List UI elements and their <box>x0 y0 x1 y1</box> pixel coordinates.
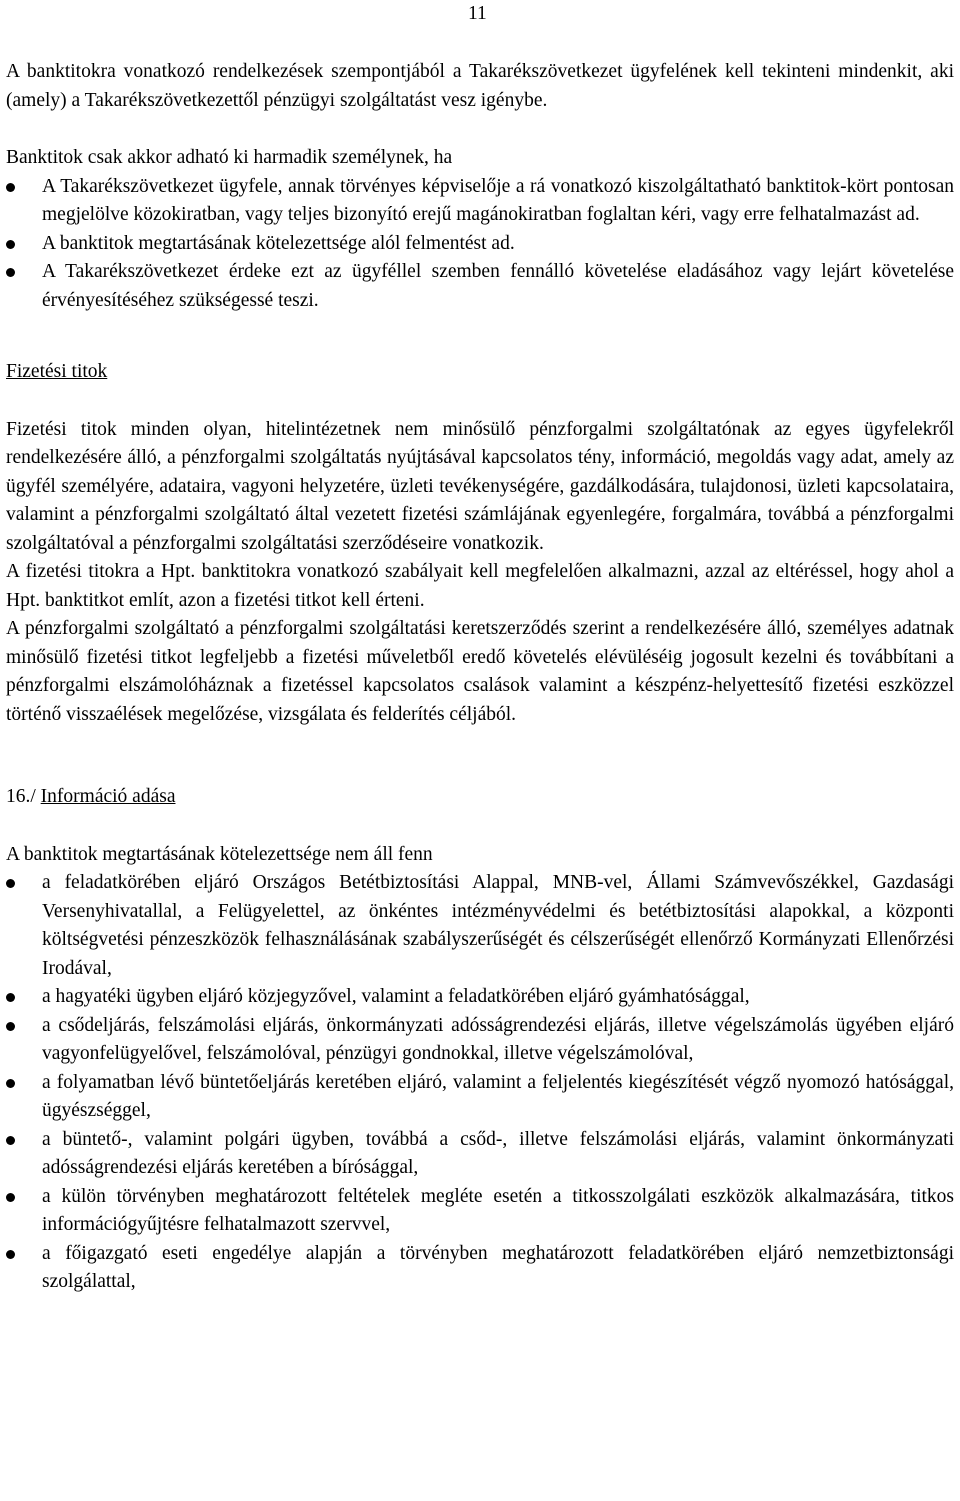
disclosure-list <box>6 173 954 316</box>
section-heading-payment-secret <box>6 358 954 387</box>
list-item <box>6 258 954 315</box>
list-item-text: A Takarékszövetkezet érdeke ezt az ügyféllel szemben fennálló követelése eladásához vagy lejárt követelése érvényesítéséhez szükségessé teszi. <box>42 261 954 311</box>
list-item <box>6 230 954 259</box>
list-item <box>6 1012 954 1069</box>
information-list <box>6 869 954 1297</box>
list-item <box>6 983 954 1012</box>
list-item <box>6 173 954 230</box>
information-lead: A banktitok megtartásának kötelezettsége nem áll fenn <box>6 843 433 865</box>
heading-text: Információ adása <box>40 786 176 807</box>
bullet-icon <box>6 1079 15 1088</box>
list-item-text: a hagyatéki ügyben eljáró közjegyzővel, valamint a feladatkörében eljáró gyámhatósággal, <box>42 986 750 1007</box>
list-item <box>6 1240 954 1297</box>
bullet-icon <box>6 268 15 277</box>
bullet-icon <box>6 240 15 249</box>
document-body <box>6 58 954 1297</box>
page-number: 11 <box>468 3 487 24</box>
section-number: 16./ <box>6 786 36 807</box>
spacer <box>6 315 954 358</box>
spacer <box>6 812 954 841</box>
disclosure-lead: Banktitok csak akkor adható ki harmadik személynek, ha <box>6 147 453 168</box>
bullet-icon <box>6 1250 15 1259</box>
list-item-text: A Takarékszövetkezet ügyfele, annak törvényes képviselője a rá vonatkozó kiszolgáltatható banktitok-kört pontosan megjelölve közokiratban, vagy teljes bizonyító erejű magánokiratban foglaltan kéri, vagy erre felhatalmazást ad. <box>42 175 954 225</box>
bullet-icon <box>6 1022 15 1031</box>
intro-paragraph: A banktitokra vonatkozó rendelkezések szempontjából a Takarékszövetkezet ügyfelének kell tekinteni mindenkit, aki (amely) a Takarékszövetkezettől pénzügyi szolgáltatást vesz igénybe. <box>6 61 954 111</box>
list-item-text: a feladatkörében eljáró Országos Betétbiztosítási Alappal, MNB-vel, Állami Számvevőszékkel, Gazdasági Versenyhivatallal, a Felügyelettel, az önkéntes intézményvédelmi és betétbiztosítási alapokkal, a központi költségvetési pénzeszközök felhasználásának szabályszerűségét és célszerűségét ellenőrző Kormányzati Ellenőrzési Irodával, <box>42 872 954 979</box>
bullet-icon <box>6 1193 15 1202</box>
bullet-icon <box>6 183 15 192</box>
spacer <box>6 729 954 783</box>
list-item <box>6 1183 954 1240</box>
payment-secret-paragraph: Fizetési titok minden olyan, hitelintézetnek nem minősülő pénzforgalmi szolgáltatónak az egyes ügyfelekről rendelkezésére álló, a pénzforgalmi szolgáltatás nyújtásával kapcsolatos tény, információ, megoldás vagy adat, amely az ügyfél személyére, adataira, vagyoni helyzetére, üzleti tevékenységére, gazdálkodására, tulajdonosi, üzleti kapcsolataira, valamint a pénzforgalmi szolgáltató által vezetett fizetési számlájának egyenlegére, forgalmára, továbbá a pénzforgalmi szolgáltatóval a pénzforgalmi szolgáltatási szerződéseire vonatkozik. <box>6 418 954 554</box>
section-heading-information <box>6 783 954 812</box>
list-item-text: a külön törvényben meghatározott feltételek megléte esetén a titkosszolgálati eszközök alkalmazására, titkos információgyűjtésre felhatalmazott szervvel, <box>42 1185 954 1235</box>
bullet-icon <box>6 1136 15 1145</box>
list-item-text: a csődeljárás, felszámolási eljárás, önkormányzati adósságrendezési eljárás, illetve végelszámolás ügyében eljáró vagyonfelügyelővel, felszámolóval, pénzügyi gondnokkal, illetve végelszámolóval, <box>42 1014 954 1064</box>
list-item-text: A banktitok megtartásának kötelezettsége alól felmentést ad. <box>42 232 515 254</box>
payment-secret-paragraph: A fizetési titokra a Hpt. banktitokra vonatkozó szabályait kell megfelelően alkalmazni, azzal az eltéréssel, hogy ahol a Hpt. banktitkot említ, azon a fizetési titkot kell érteni. <box>6 561 954 611</box>
list-item <box>6 869 954 983</box>
list-item-text: a büntető-, valamint polgári ügyben, továbbá a csőd-, illetve felszámolási eljárás, valamint önkormányzati adósságrendezési eljárás keretében a bírósággal, <box>42 1128 954 1178</box>
heading-text: Fizetési titok <box>6 361 108 382</box>
spacer <box>6 387 954 416</box>
list-item <box>6 1069 954 1126</box>
spacer <box>6 115 954 144</box>
payment-secret-paragraph: A pénzforgalmi szolgáltató a pénzforgalmi szolgáltatási keretszerződés szerint a rendelkezésére álló, személyes adatnak minősülő fizetési titkot legfeljebb a fizetési műveletből eredő követelés elévüléséig jogosult kezelni és továbbítani a pénzforgalmi elszámolóháznak a fizetéssel kapcsolatos csalások valamint a készpénz-helyettesítő fizetési eszközzel történő visszaélések megelőzése, vizsgálata és felderítés céljából. <box>6 618 954 725</box>
list-item-text: a főigazgató eseti engedélye alapján a törvényben meghatározott feladatkörében eljáró nemzetbiztonsági szolgálattal, <box>42 1242 954 1292</box>
bullet-icon <box>6 879 15 888</box>
bullet-icon <box>6 993 15 1002</box>
list-item <box>6 1126 954 1183</box>
list-item-text: a folyamatban lévő büntetőeljárás keretében eljáró, valamint a feljelentés kiegészítését végző nyomozó hatósággal, ügyészséggel, <box>42 1071 954 1121</box>
